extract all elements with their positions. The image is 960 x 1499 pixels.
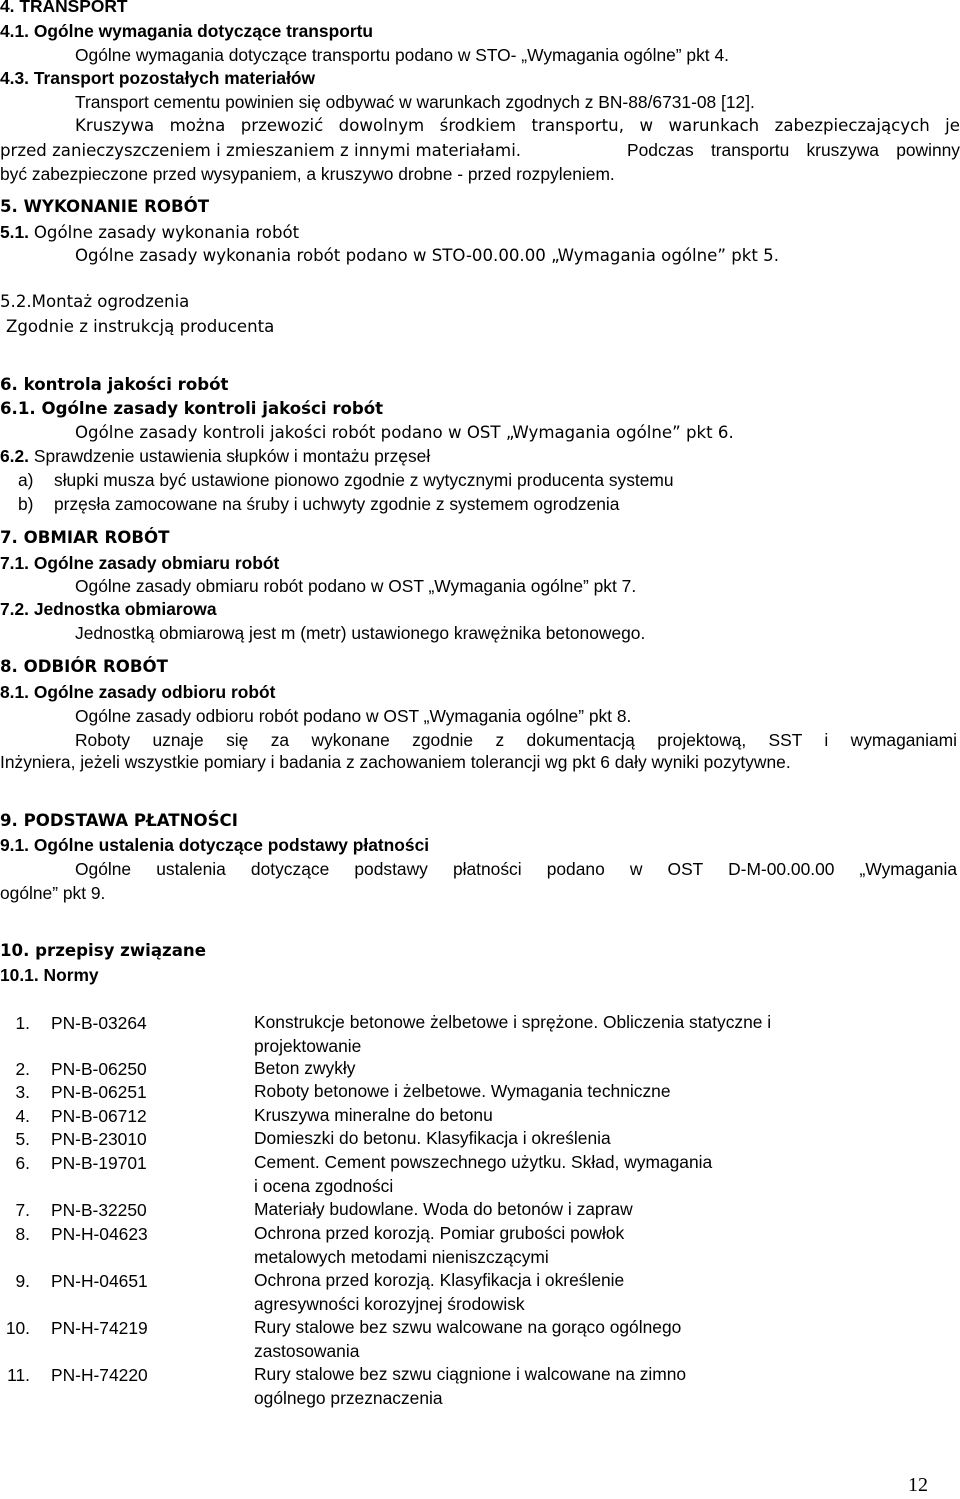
section-4-3-line-2: Kruszywa można przewozić dowolnym środkiem transportu, w warunkach zabezpieczających je xyxy=(75,116,960,135)
section-8-heading: 8. ODBIÓR ROBÓT xyxy=(0,657,168,676)
list-item-a: słupki musza być ustawione pionowo zgodnie z wytycznymi producenta systemu xyxy=(54,470,674,490)
section-4-3-line-3b: Podczas transportu kruszywa powinny xyxy=(627,140,960,160)
list-item-a-marker: a) xyxy=(18,470,34,490)
norm-description: Rury stalowe bez szwu ciągnione i walcowane na zimno ogólnego przeznaczenia xyxy=(254,1364,687,1408)
section-5-2-heading: 5.2.Montaż ogrodzenia xyxy=(0,292,190,311)
norm-number: 11. xyxy=(7,1365,30,1385)
section-9-1-line-2: ogólne” pkt 9. xyxy=(0,883,106,903)
section-9-1-line-1: Ogólne ustalenia dotyczące podstawy płatności podano w OST D-M-00.00.00 „Wymagania xyxy=(75,859,957,879)
norm-description: Konstrukcje betonowe żelbetowe i sprężone. Obliczenia statyczne i projektowanie xyxy=(254,1012,772,1056)
section-5-1-title: Ogólne zasady wykonania robót xyxy=(33,223,300,242)
section-6-1-text: Ogólne zasady kontroli jakości robót podano w OST „Wymagania ogólne” pkt 6. xyxy=(75,423,734,442)
norm-code: PN-B-23010 xyxy=(51,1129,147,1149)
section-4-heading: 4. TRANSPORT xyxy=(0,0,128,16)
norm-number: 4. xyxy=(15,1106,30,1126)
norm-code: PN-B-19701 xyxy=(51,1153,147,1173)
norm-description: Materiały budowlane. Woda do betonów i zapraw xyxy=(254,1199,633,1219)
norm-description: Rury stalowe bez szwu walcowane na gorąco ogólnego zastosowania xyxy=(254,1317,682,1361)
section-4-3-line-3: przed zanieczyszczeniem i zmieszaniem z innymi materiałami. xyxy=(0,141,522,160)
section-8-1-text: Ogólne zasady odbioru robót podano w OST „Wymagania ogólne” pkt 8. xyxy=(75,706,632,726)
norm-code: PN-H-04651 xyxy=(51,1271,148,1291)
section-4-1-heading: 4.1. Ogólne wymagania dotyczące transportu xyxy=(0,21,374,41)
norm-number: 3. xyxy=(15,1082,30,1102)
norm-number: 10. xyxy=(5,1318,30,1338)
section-9-heading: 9. PODSTAWA PŁATNOŚCI xyxy=(0,811,238,830)
section-4-3-line-1: Transport cementu powinien się odbywać w warunkach zgodnych z BN-88/6731-08 [12]. xyxy=(75,92,755,112)
norm-description: Roboty betonowe i żelbetowe. Wymagania techniczne xyxy=(254,1081,671,1101)
norm-code: PN-B-06251 xyxy=(51,1082,147,1102)
norm-description: Beton zwykły xyxy=(254,1058,356,1078)
norm-code: PN-H-74220 xyxy=(51,1365,148,1385)
norm-description: Cement. Cement powszechnego użytku. Skład, wymagania i ocena zgodności xyxy=(254,1152,713,1196)
norm-code: PN-B-03264 xyxy=(51,1013,147,1033)
section-8-1-heading: 8.1. Ogólne zasady odbioru robót xyxy=(0,682,276,702)
norm-number: 2. xyxy=(15,1059,30,1079)
section-5-1-text: Ogólne zasady wykonania robót podano w STO-00.00.00 „Wymagania ogólne” pkt 5. xyxy=(75,246,779,265)
section-7-2-text: Jednostką obmiarową jest m (metr) ustawionego krawężnika betonowego. xyxy=(75,623,646,643)
norm-description: Domieszki do betonu. Klasyfikacja i określenia xyxy=(254,1128,611,1148)
norm-description: Ochrona przed korozją. Klasyfikacja i określenie agresywności korozyjnej środowisk xyxy=(254,1270,625,1314)
norm-number: 5. xyxy=(15,1129,30,1149)
norm-number: 8. xyxy=(15,1224,30,1244)
norm-description: Kruszywa mineralne do betonu xyxy=(254,1105,493,1125)
section-6-2-heading xyxy=(0,446,430,466)
norm-number: 6. xyxy=(15,1153,30,1173)
section-6-2-title: Sprawdzenie ustawienia słupków i montażu przęseł xyxy=(33,446,431,466)
section-4-3-heading: 4.3. Transport pozostałych materiałów xyxy=(0,68,316,88)
section-6-1-heading: 6.1. Ogólne zasady kontroli jakości robót xyxy=(0,399,384,418)
section-7-1-text: Ogólne zasady obmiaru robót podano w OST „Wymagania ogólne” pkt 7. xyxy=(75,576,637,596)
norm-number: 1. xyxy=(15,1013,30,1033)
section-5-2-text: Zgodnie z instrukcją producenta xyxy=(6,317,275,336)
section-6-2-number: 6.2. xyxy=(0,446,30,466)
norm-code: PN-H-04623 xyxy=(51,1224,148,1244)
section-8-1-line-2: Roboty uznaje się za wykonane zgodnie z dokumentacją projektową, SST i wymaganiami xyxy=(75,730,957,750)
norm-code: PN-H-74219 xyxy=(51,1318,148,1338)
list-item-b: przęsła zamocowane na śruby i uchwyty zgodnie z systemem ogrodzenia xyxy=(54,494,620,514)
section-5-heading: 5. WYKONANIE ROBÓT xyxy=(0,197,210,216)
section-8-1-line-3: Inżyniera, jeżeli wszystkie pomiary i badania z zachowaniem tolerancji wg pkt 6 dały wyniki pozytywne. xyxy=(0,752,791,772)
section-10-heading: 10. przepisy związane xyxy=(0,941,206,960)
section-9-1-heading: 9.1. Ogólne ustalenia dotyczące podstawy płatności xyxy=(0,835,430,855)
norm-number: 7. xyxy=(15,1200,30,1220)
section-5-1-number: 5.1. xyxy=(0,222,34,242)
section-7-1-heading: 7.1. Ogólne zasady obmiaru robót xyxy=(0,553,280,573)
section-4-3-line-4: być zabezpieczone przed wysypaniem, a kruszywo drobne - przed rozpyleniem. xyxy=(0,164,615,184)
section-10-1-heading: 10.1. Normy xyxy=(0,965,99,985)
section-7-2-heading: 7.2. Jednostka obmiarowa xyxy=(0,599,217,619)
norm-code: PN-B-06712 xyxy=(51,1106,147,1126)
section-6-heading: 6. kontrola jakości robót xyxy=(0,375,229,394)
section-5-1-heading xyxy=(0,222,299,243)
norm-code: PN-B-06250 xyxy=(51,1059,147,1079)
list-item-b-marker: b) xyxy=(18,494,34,514)
section-7-heading: 7. OBMIAR ROBÓT xyxy=(0,528,170,547)
norm-number: 9. xyxy=(15,1271,30,1291)
section-4-1-text: Ogólne wymagania dotyczące transportu podano w STO- „Wymagania ogólne” pkt 4. xyxy=(75,45,729,65)
page-number: 12 xyxy=(908,1474,928,1496)
norm-code: PN-B-32250 xyxy=(51,1200,147,1220)
norm-description: Ochrona przed korozją. Pomiar grubości powłok metalowych metodami nieniszczącymi xyxy=(254,1223,625,1267)
